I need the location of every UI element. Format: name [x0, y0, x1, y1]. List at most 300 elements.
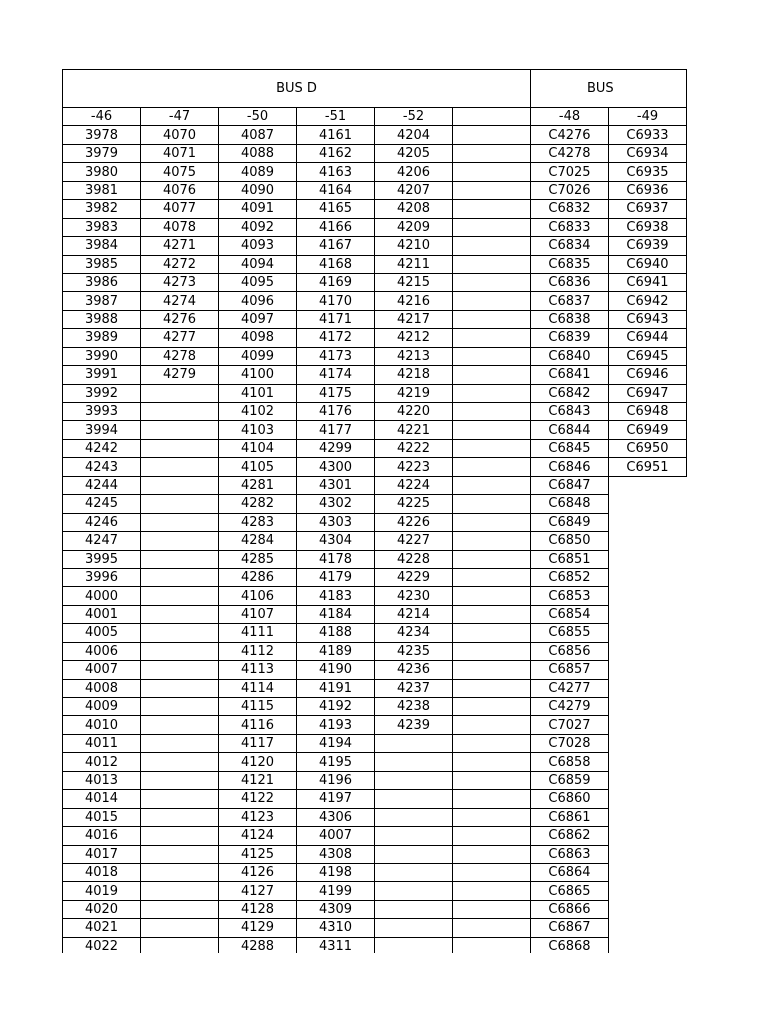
table-row: [63, 661, 687, 679]
table-cell: 4020: [63, 900, 141, 918]
table-cell: 3996: [63, 568, 141, 586]
table-cell: [453, 347, 531, 365]
table-cell: [609, 642, 687, 660]
table-cell: 4117: [219, 734, 297, 752]
table-cell: [141, 734, 219, 752]
table-cell: [141, 716, 219, 734]
table-cell: 4092: [219, 218, 297, 236]
table-cell: 4212: [375, 329, 453, 347]
table-cell: [453, 403, 531, 421]
table-cell: 4273: [141, 273, 219, 291]
table-cell: [453, 605, 531, 623]
table-row: [63, 181, 687, 199]
spreadsheet-page: [62, 69, 688, 953]
table-cell: C6858: [531, 753, 609, 771]
table-cell: C6852: [531, 568, 609, 586]
table-cell: 4077: [141, 200, 219, 218]
table-cell: 4302: [297, 495, 375, 513]
column-header: -48: [531, 108, 609, 126]
table-cell: 4105: [219, 458, 297, 476]
table-row: [63, 716, 687, 734]
table-cell: 4169: [297, 273, 375, 291]
table-cell: [141, 679, 219, 697]
table-cell: [453, 716, 531, 734]
table-cell: 4022: [63, 937, 141, 953]
table-cell: [141, 882, 219, 900]
table-cell: [141, 937, 219, 953]
table-cell: 4120: [219, 753, 297, 771]
table-cell: 4178: [297, 550, 375, 568]
table-cell: C6865: [531, 882, 609, 900]
table-cell: C6939: [609, 237, 687, 255]
table-cell: [375, 734, 453, 752]
table-cell: 4090: [219, 181, 297, 199]
table-cell: [453, 679, 531, 697]
table-cell: C6861: [531, 808, 609, 826]
table-cell: 4304: [297, 532, 375, 550]
table-row: [63, 882, 687, 900]
table-cell: [375, 882, 453, 900]
table-cell: 4210: [375, 237, 453, 255]
table-cell: [141, 790, 219, 808]
table-cell: [375, 771, 453, 789]
table-row: [63, 532, 687, 550]
table-cell: 4177: [297, 421, 375, 439]
table-cell: 4179: [297, 568, 375, 586]
table-cell: [453, 550, 531, 568]
table-cell: 4012: [63, 753, 141, 771]
table-cell: 4242: [63, 439, 141, 457]
table-cell: 4165: [297, 200, 375, 218]
table-cell: 4204: [375, 126, 453, 144]
table-cell: C6841: [531, 366, 609, 384]
table-cell: [453, 329, 531, 347]
table-cell: [141, 771, 219, 789]
column-header: -50: [219, 108, 297, 126]
table-cell: C6941: [609, 273, 687, 291]
table-cell: 4123: [219, 808, 297, 826]
table-cell: [141, 476, 219, 494]
table-row: [63, 476, 687, 494]
table-cell: 4303: [297, 513, 375, 531]
table-row: [63, 403, 687, 421]
table-cell: C6951: [609, 458, 687, 476]
table-cell: C6840: [531, 347, 609, 365]
column-header: -46: [63, 108, 141, 126]
table-cell: C6856: [531, 642, 609, 660]
table-cell: [375, 790, 453, 808]
table-cell: 4283: [219, 513, 297, 531]
table-cell: [609, 495, 687, 513]
table-cell: [453, 366, 531, 384]
table-cell: 4190: [297, 661, 375, 679]
table-cell: C6948: [609, 403, 687, 421]
table-cell: 4099: [219, 347, 297, 365]
column-header: -51: [297, 108, 375, 126]
table-cell: 3995: [63, 550, 141, 568]
table-cell: 4286: [219, 568, 297, 586]
table-cell: 4225: [375, 495, 453, 513]
table-cell: 3984: [63, 237, 141, 255]
table-row: [63, 237, 687, 255]
table-cell: C7026: [531, 181, 609, 199]
table-cell: C6945: [609, 347, 687, 365]
table-cell: [453, 439, 531, 457]
table-cell: [609, 587, 687, 605]
table-row: [63, 790, 687, 808]
table-cell: [453, 237, 531, 255]
table-cell: 4013: [63, 771, 141, 789]
table-row: [63, 568, 687, 586]
table-cell: 4234: [375, 624, 453, 642]
table-cell: 4209: [375, 218, 453, 236]
table-cell: 4098: [219, 329, 297, 347]
table-row: [63, 642, 687, 660]
table-cell: 4306: [297, 808, 375, 826]
table-cell: C4276: [531, 126, 609, 144]
table-cell: 4228: [375, 550, 453, 568]
table-cell: 4106: [219, 587, 297, 605]
table-cell: 4243: [63, 458, 141, 476]
table-cell: 4230: [375, 587, 453, 605]
table-cell: [609, 716, 687, 734]
table-cell: 4015: [63, 808, 141, 826]
table-cell: [141, 919, 219, 937]
table-cell: [141, 439, 219, 457]
table-cell: 4221: [375, 421, 453, 439]
table-cell: C6937: [609, 200, 687, 218]
table-cell: 4128: [219, 900, 297, 918]
table-cell: C6855: [531, 624, 609, 642]
table-cell: [453, 181, 531, 199]
table-cell: 4007: [297, 827, 375, 845]
table-cell: 3990: [63, 347, 141, 365]
table-cell: C4279: [531, 698, 609, 716]
table-cell: C6940: [609, 255, 687, 273]
table-cell: [453, 937, 531, 953]
table-cell: [453, 476, 531, 494]
table-cell: [453, 753, 531, 771]
table-cell: 4115: [219, 698, 297, 716]
table-row: [63, 605, 687, 623]
table-cell: C6851: [531, 550, 609, 568]
table-cell: 4229: [375, 568, 453, 586]
table-cell: 4125: [219, 845, 297, 863]
table-cell: C6842: [531, 384, 609, 402]
table-cell: 4103: [219, 421, 297, 439]
table-row: [63, 347, 687, 365]
table-cell: [453, 919, 531, 937]
table-cell: C4277: [531, 679, 609, 697]
table-cell: [453, 513, 531, 531]
table-cell: C6847: [531, 476, 609, 494]
table-cell: [609, 734, 687, 752]
table-cell: [141, 587, 219, 605]
table-cell: [453, 624, 531, 642]
table-cell: 4311: [297, 937, 375, 953]
table-cell: 3985: [63, 255, 141, 273]
table-cell: 3989: [63, 329, 141, 347]
table-cell: 4239: [375, 716, 453, 734]
table-row: [63, 863, 687, 881]
table-cell: 4005: [63, 624, 141, 642]
table-cell: [453, 200, 531, 218]
table-cell: 4170: [297, 292, 375, 310]
table-cell: 4019: [63, 882, 141, 900]
table-cell: 4271: [141, 237, 219, 255]
table-cell: 4001: [63, 605, 141, 623]
table-cell: 4183: [297, 587, 375, 605]
table-cell: [453, 144, 531, 162]
table-cell: [453, 734, 531, 752]
table-cell: 4282: [219, 495, 297, 513]
table-cell: 4173: [297, 347, 375, 365]
column-header: [453, 108, 531, 126]
table-cell: 4168: [297, 255, 375, 273]
table-row: [63, 900, 687, 918]
table-cell: [609, 624, 687, 642]
table-cell: 3982: [63, 200, 141, 218]
table-cell: 4014: [63, 790, 141, 808]
table-cell: 4272: [141, 255, 219, 273]
table-cell: C6833: [531, 218, 609, 236]
table-cell: C6947: [609, 384, 687, 402]
table-cell: [609, 605, 687, 623]
table-cell: 4197: [297, 790, 375, 808]
table-cell: [141, 900, 219, 918]
table-cell: [609, 808, 687, 826]
table-cell: 4192: [297, 698, 375, 716]
table-cell: [141, 568, 219, 586]
table-cell: 4188: [297, 624, 375, 642]
table-cell: 4194: [297, 734, 375, 752]
table-cell: C6950: [609, 439, 687, 457]
table-cell: C6867: [531, 919, 609, 937]
table-cell: [609, 532, 687, 550]
table-cell: 4199: [297, 882, 375, 900]
table-cell: [375, 753, 453, 771]
table-cell: 4237: [375, 679, 453, 697]
table-cell: C6934: [609, 144, 687, 162]
table-cell: 4164: [297, 181, 375, 199]
table-cell: 4309: [297, 900, 375, 918]
table-cell: [609, 882, 687, 900]
group-title-bus-d: BUS D: [63, 70, 531, 108]
table-cell: 3980: [63, 163, 141, 181]
table-cell: [453, 458, 531, 476]
table-cell: 4163: [297, 163, 375, 181]
table-cell: [453, 255, 531, 273]
table-row: [63, 827, 687, 845]
table-cell: 4078: [141, 218, 219, 236]
table-cell: 4211: [375, 255, 453, 273]
table-row: [63, 513, 687, 531]
table-cell: 4075: [141, 163, 219, 181]
table-cell: [141, 513, 219, 531]
table-row: [63, 624, 687, 642]
table-cell: 4235: [375, 642, 453, 660]
table-cell: C6843: [531, 403, 609, 421]
table-cell: 4236: [375, 661, 453, 679]
table-cell: 4175: [297, 384, 375, 402]
table-row: [63, 439, 687, 457]
column-header: -52: [375, 108, 453, 126]
table-cell: 4218: [375, 366, 453, 384]
table-cell: [609, 900, 687, 918]
group-title-bus: BUS: [531, 70, 687, 108]
table-cell: [453, 790, 531, 808]
table-cell: 4008: [63, 679, 141, 697]
table-cell: C6942: [609, 292, 687, 310]
table-cell: [609, 919, 687, 937]
table-row: [63, 329, 687, 347]
table-cell: 4276: [141, 310, 219, 328]
table-cell: C6860: [531, 790, 609, 808]
table-cell: 4191: [297, 679, 375, 697]
table-cell: 4111: [219, 624, 297, 642]
table-cell: [453, 495, 531, 513]
table-cell: [141, 550, 219, 568]
table-cell: 4162: [297, 144, 375, 162]
table-cell: C6832: [531, 200, 609, 218]
table-row: [63, 679, 687, 697]
table-cell: [453, 863, 531, 881]
table-cell: C7025: [531, 163, 609, 181]
table-cell: [375, 845, 453, 863]
table-row: [63, 458, 687, 476]
table-cell: 4246: [63, 513, 141, 531]
table-cell: 4071: [141, 144, 219, 162]
table-cell: [453, 532, 531, 550]
column-header: -47: [141, 108, 219, 126]
table-cell: 4284: [219, 532, 297, 550]
table-cell: 4176: [297, 403, 375, 421]
table-cell: [453, 292, 531, 310]
table-cell: 4215: [375, 273, 453, 291]
table-cell: 4104: [219, 439, 297, 457]
table-cell: 4247: [63, 532, 141, 550]
table-cell: [375, 937, 453, 953]
table-cell: 4101: [219, 384, 297, 402]
table-cell: [609, 827, 687, 845]
table-row: [63, 163, 687, 181]
table-row: [63, 734, 687, 752]
table-cell: 4097: [219, 310, 297, 328]
table-cell: C6849: [531, 513, 609, 531]
table-row: [63, 919, 687, 937]
table-row: [63, 366, 687, 384]
table-cell: C6868: [531, 937, 609, 953]
table-cell: C6943: [609, 310, 687, 328]
table-row: [63, 310, 687, 328]
table-row: [63, 698, 687, 716]
table-cell: 3981: [63, 181, 141, 199]
table-cell: [141, 808, 219, 826]
table-cell: [609, 476, 687, 494]
table-cell: C6838: [531, 310, 609, 328]
table-cell: 4093: [219, 237, 297, 255]
table-cell: C6863: [531, 845, 609, 863]
table-cell: 3992: [63, 384, 141, 402]
table-cell: 4213: [375, 347, 453, 365]
table-row: [63, 771, 687, 789]
group-header-row: [63, 70, 687, 108]
table-cell: [141, 753, 219, 771]
table-cell: C6846: [531, 458, 609, 476]
table-cell: 4198: [297, 863, 375, 881]
table-cell: 4196: [297, 771, 375, 789]
table-cell: [453, 882, 531, 900]
table-cell: C6933: [609, 126, 687, 144]
table-cell: [453, 698, 531, 716]
table-cell: 4214: [375, 605, 453, 623]
table-cell: [609, 863, 687, 881]
table-cell: 4007: [63, 661, 141, 679]
table-cell: 4094: [219, 255, 297, 273]
table-cell: [609, 698, 687, 716]
table-row: [63, 384, 687, 402]
table-cell: 4310: [297, 919, 375, 937]
table-cell: 4070: [141, 126, 219, 144]
table-cell: 4171: [297, 310, 375, 328]
table-cell: [141, 495, 219, 513]
table-cell: 4126: [219, 863, 297, 881]
table-body: [63, 126, 687, 953]
table-cell: 4189: [297, 642, 375, 660]
table-cell: 4016: [63, 827, 141, 845]
bus-table: [62, 69, 687, 953]
table-cell: [453, 642, 531, 660]
table-cell: 4021: [63, 919, 141, 937]
table-cell: [453, 126, 531, 144]
table-cell: [609, 771, 687, 789]
table-cell: [609, 845, 687, 863]
table-cell: 3993: [63, 403, 141, 421]
table-row: [63, 218, 687, 236]
table-cell: [453, 587, 531, 605]
table-cell: C6949: [609, 421, 687, 439]
table-row: [63, 845, 687, 863]
table-cell: C6844: [531, 421, 609, 439]
table-cell: 4227: [375, 532, 453, 550]
table-cell: C6848: [531, 495, 609, 513]
table-cell: 3983: [63, 218, 141, 236]
table-cell: [453, 845, 531, 863]
column-header-row: [63, 108, 687, 126]
table-cell: [375, 919, 453, 937]
table-cell: 3979: [63, 144, 141, 162]
table-cell: [453, 310, 531, 328]
table-cell: 4095: [219, 273, 297, 291]
table-cell: C7027: [531, 716, 609, 734]
table-row: [63, 200, 687, 218]
table-cell: 4127: [219, 882, 297, 900]
table-cell: 4278: [141, 347, 219, 365]
table-cell: [141, 421, 219, 439]
table-cell: 4299: [297, 439, 375, 457]
table-cell: 4124: [219, 827, 297, 845]
table-cell: [453, 273, 531, 291]
table-cell: 4100: [219, 366, 297, 384]
table-row: [63, 144, 687, 162]
table-cell: 4102: [219, 403, 297, 421]
table-cell: [375, 808, 453, 826]
table-cell: 4076: [141, 181, 219, 199]
table-cell: 4122: [219, 790, 297, 808]
table-cell: [141, 605, 219, 623]
table-cell: [375, 827, 453, 845]
table-cell: C6866: [531, 900, 609, 918]
